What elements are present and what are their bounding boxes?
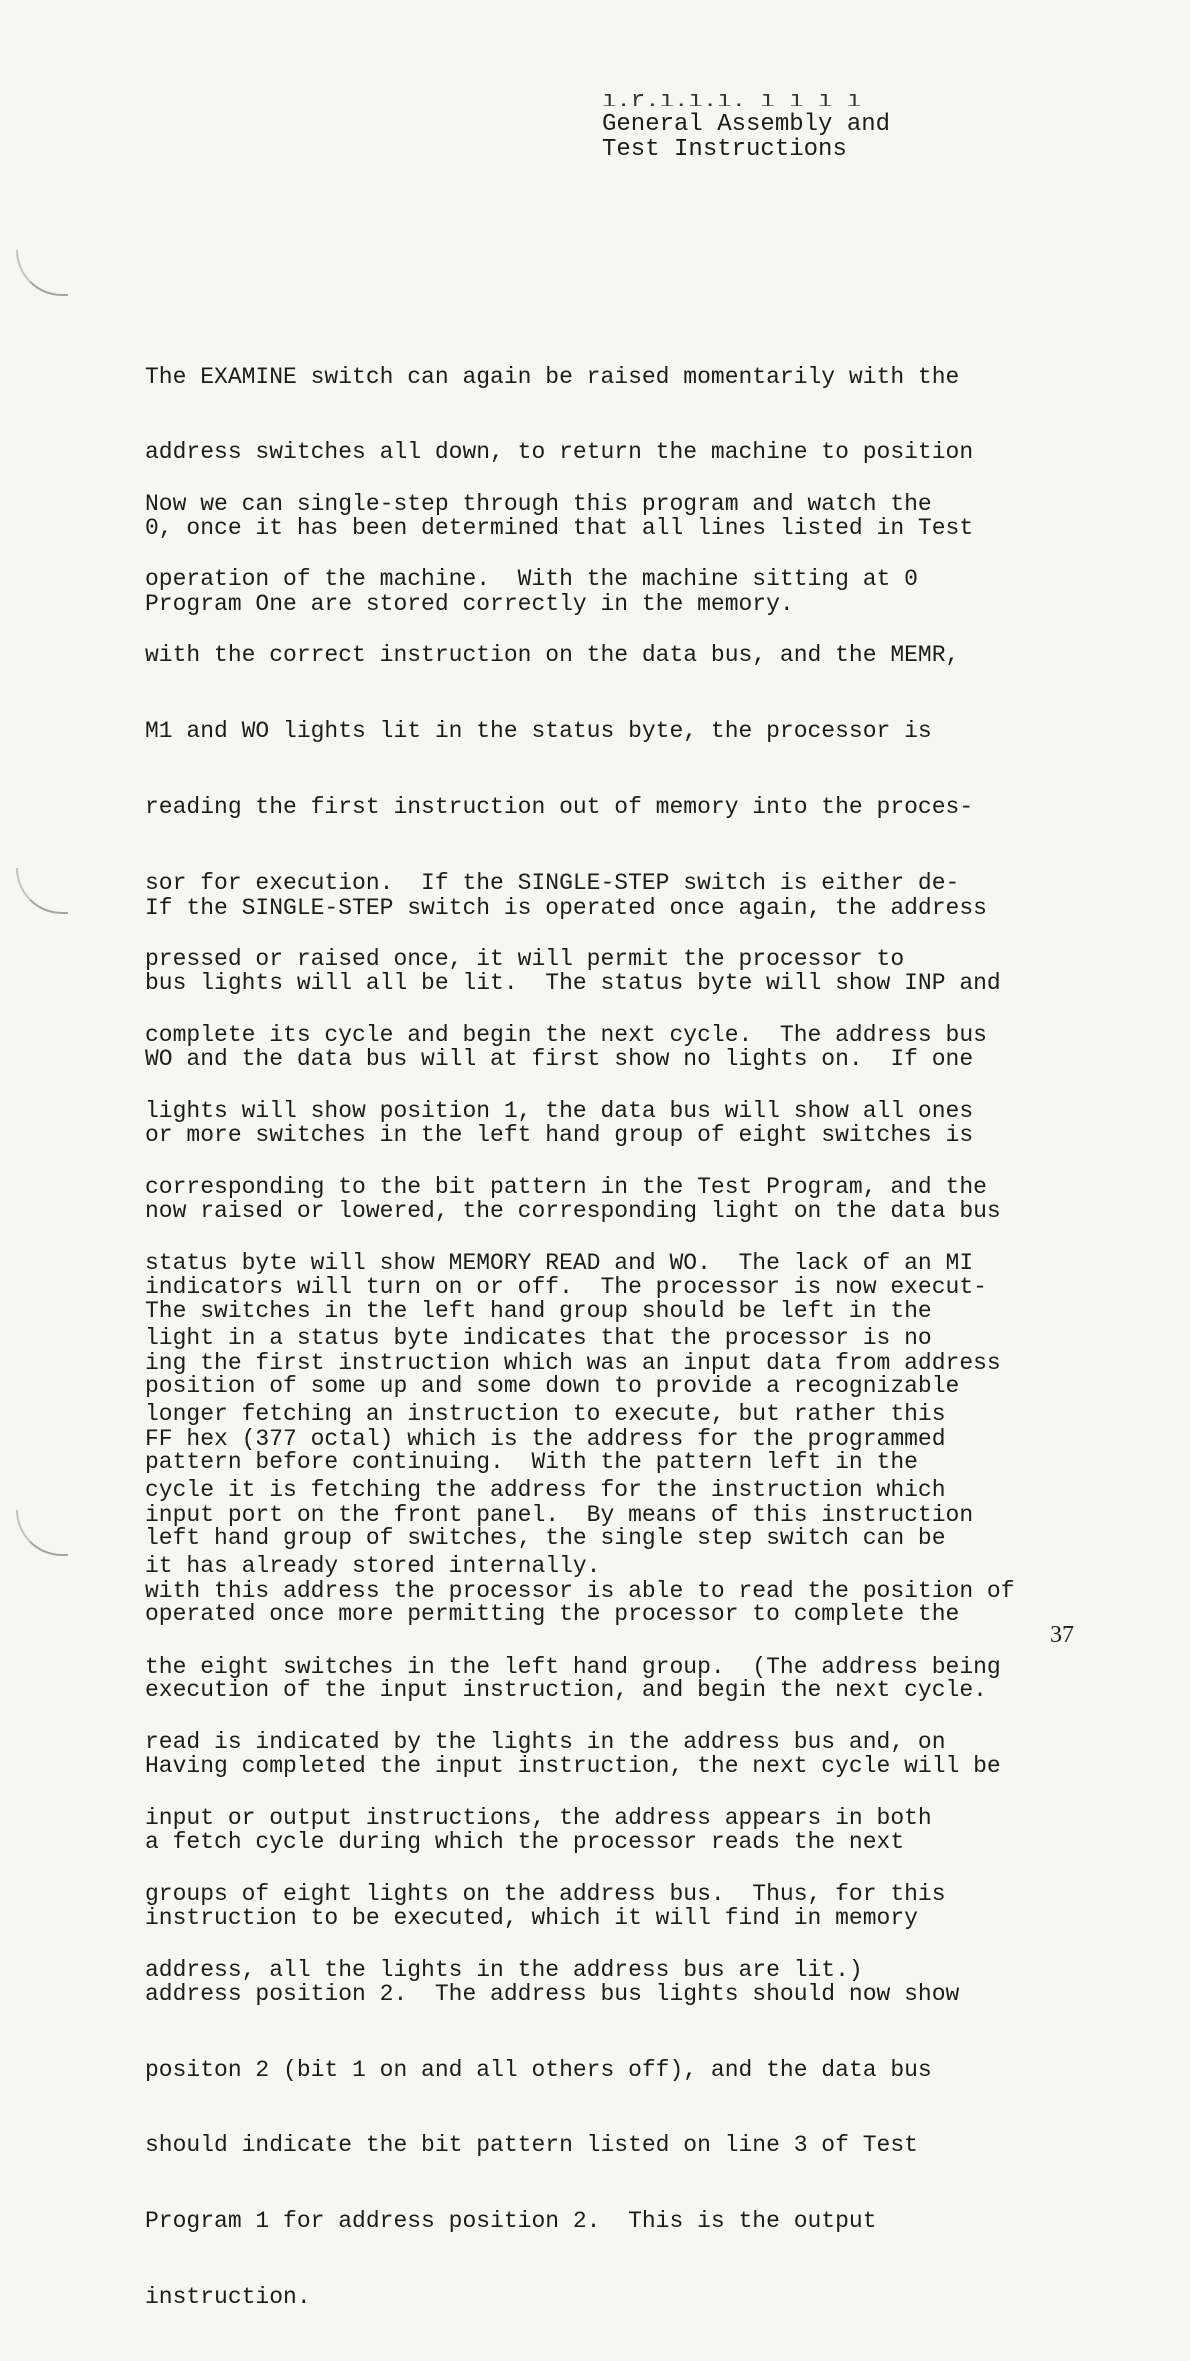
- text-line: cycle it is fetching the address for the instruction which: [145, 1477, 946, 1504]
- text-line: groups of eight lights on the address bus. Thus, for this: [145, 1881, 946, 1908]
- text-line: should indicate the bit pattern listed on line 3 of Test: [145, 2132, 918, 2159]
- text-line: corresponding to the bit pattern in the Test Program, and the: [145, 1173, 987, 1200]
- text-line: bus lights will all be lit. The status byte will show INP and: [145, 970, 1001, 997]
- text-line: instruction.: [145, 2284, 311, 2311]
- text-line: left hand group of switches, the single step switch can be: [145, 1525, 946, 1552]
- text-line: complete its cycle and begin the next cycle. The address bus: [145, 1021, 987, 1048]
- text-line: input or output instructions, the address appears in both: [145, 1805, 932, 1832]
- text-line: reading the first instruction out of memory into the proces-: [145, 794, 974, 821]
- text-line: position of some up and some down to provide a recognizable: [145, 1373, 960, 1400]
- text-line: positon 2 (bit 1 on and all others off), and the data bus: [145, 2056, 932, 2083]
- text-line: a fetch cycle during which the processor reads the next: [145, 1828, 905, 1855]
- punch-hole-top: [16, 250, 68, 296]
- text-line: sor for execution. If the SINGLE-STEP switch is either de-: [145, 870, 960, 897]
- text-line: Having completed the input instruction, the next cycle will be: [145, 1752, 1001, 1779]
- text-line: The EXAMINE switch can again be raised momentarily with the: [145, 363, 960, 390]
- page-number: 37: [1050, 1622, 1074, 1648]
- text-line: pattern before continuing. With the pattern left in the: [145, 1449, 918, 1476]
- text-line: light in a status byte indicates that the processor is no: [145, 1325, 932, 1352]
- text-line: WO and the data bus will at first show no lights on. If one: [145, 1046, 974, 1073]
- text-line: with this address the processor is able to read the position of: [145, 1577, 1015, 1604]
- document-header: [602, 92, 891, 163]
- paragraph-4: [145, 1248, 1001, 2361]
- text-line: operated once more permitting the processor to complete the: [145, 1601, 960, 1628]
- text-line: M1 and WO lights lit in the status byte, the processor is: [145, 718, 932, 745]
- text-line: operation of the machine. With the machine sitting at 0: [145, 566, 918, 593]
- text-line: lights will show position 1, the data bus will show all ones: [145, 1097, 974, 1124]
- text-line: read is indicated by the lights in the address bus and, on: [145, 1729, 946, 1756]
- text-line: address switches all down, to return the machine to position: [145, 439, 974, 466]
- text-line: If the SINGLE-STEP switch is operated once again, the address: [145, 894, 987, 921]
- text-line: with the correct instruction on the data bus, and the MEMR,: [145, 642, 960, 669]
- text-line: FF hex (377 octal) which is the address for the programmed: [145, 1425, 946, 1452]
- punch-hole-bottom: [16, 1510, 68, 1556]
- text-line: instruction to be executed, which it will find in memory: [145, 1904, 918, 1931]
- text-line: address position 2. The address bus lights should now show: [145, 1980, 960, 2007]
- text-line: input port on the front panel. By means of this instruction: [145, 1501, 974, 1528]
- text-line: now raised or lowered, the corresponding light on the data bus: [145, 1198, 1001, 1225]
- text-line: it has already stored internally.: [145, 1553, 601, 1580]
- text-line: ing the first instruction which was an input data from address: [145, 1349, 1001, 1376]
- text-line: The switches in the left hand group should be left in the: [145, 1297, 932, 1324]
- text-line: pressed or raised once, it will permit the processor to: [145, 945, 905, 972]
- text-line: 0, once it has been determined that all lines listed in Test: [145, 515, 974, 542]
- header-cut-line: ı.r.ı.ı.ı. ı ı ı ı: [602, 92, 862, 106]
- text-line: address, all the lights in the address bus are lit.): [145, 1957, 863, 1984]
- text-line: the eight switches in the left hand group. (The address being: [145, 1653, 1001, 1680]
- text-line: Program One are stored correctly in the memory.: [145, 591, 794, 618]
- punch-hole-middle: [16, 868, 68, 914]
- text-line: or more switches in the left hand group of eight switches is: [145, 1122, 974, 1149]
- text-line: status byte will show MEMORY READ and WO. The lack of an MI: [145, 1249, 974, 1276]
- text-line: Program 1 for address position 2. This is the output: [145, 2208, 877, 2235]
- text-line: indicators will turn on or off. The processor is now execut-: [145, 1274, 987, 1301]
- text-line: longer fetching an instruction to execute, but rather this: [145, 1401, 946, 1428]
- header-line-2: Test Instructions: [602, 136, 847, 163]
- text-line: Now we can single-step through this program and watch the: [145, 490, 932, 517]
- text-line: execution of the input instruction, and begin the next cycle.: [145, 1677, 987, 1704]
- header-line-1: General Assembly and: [602, 111, 891, 138]
